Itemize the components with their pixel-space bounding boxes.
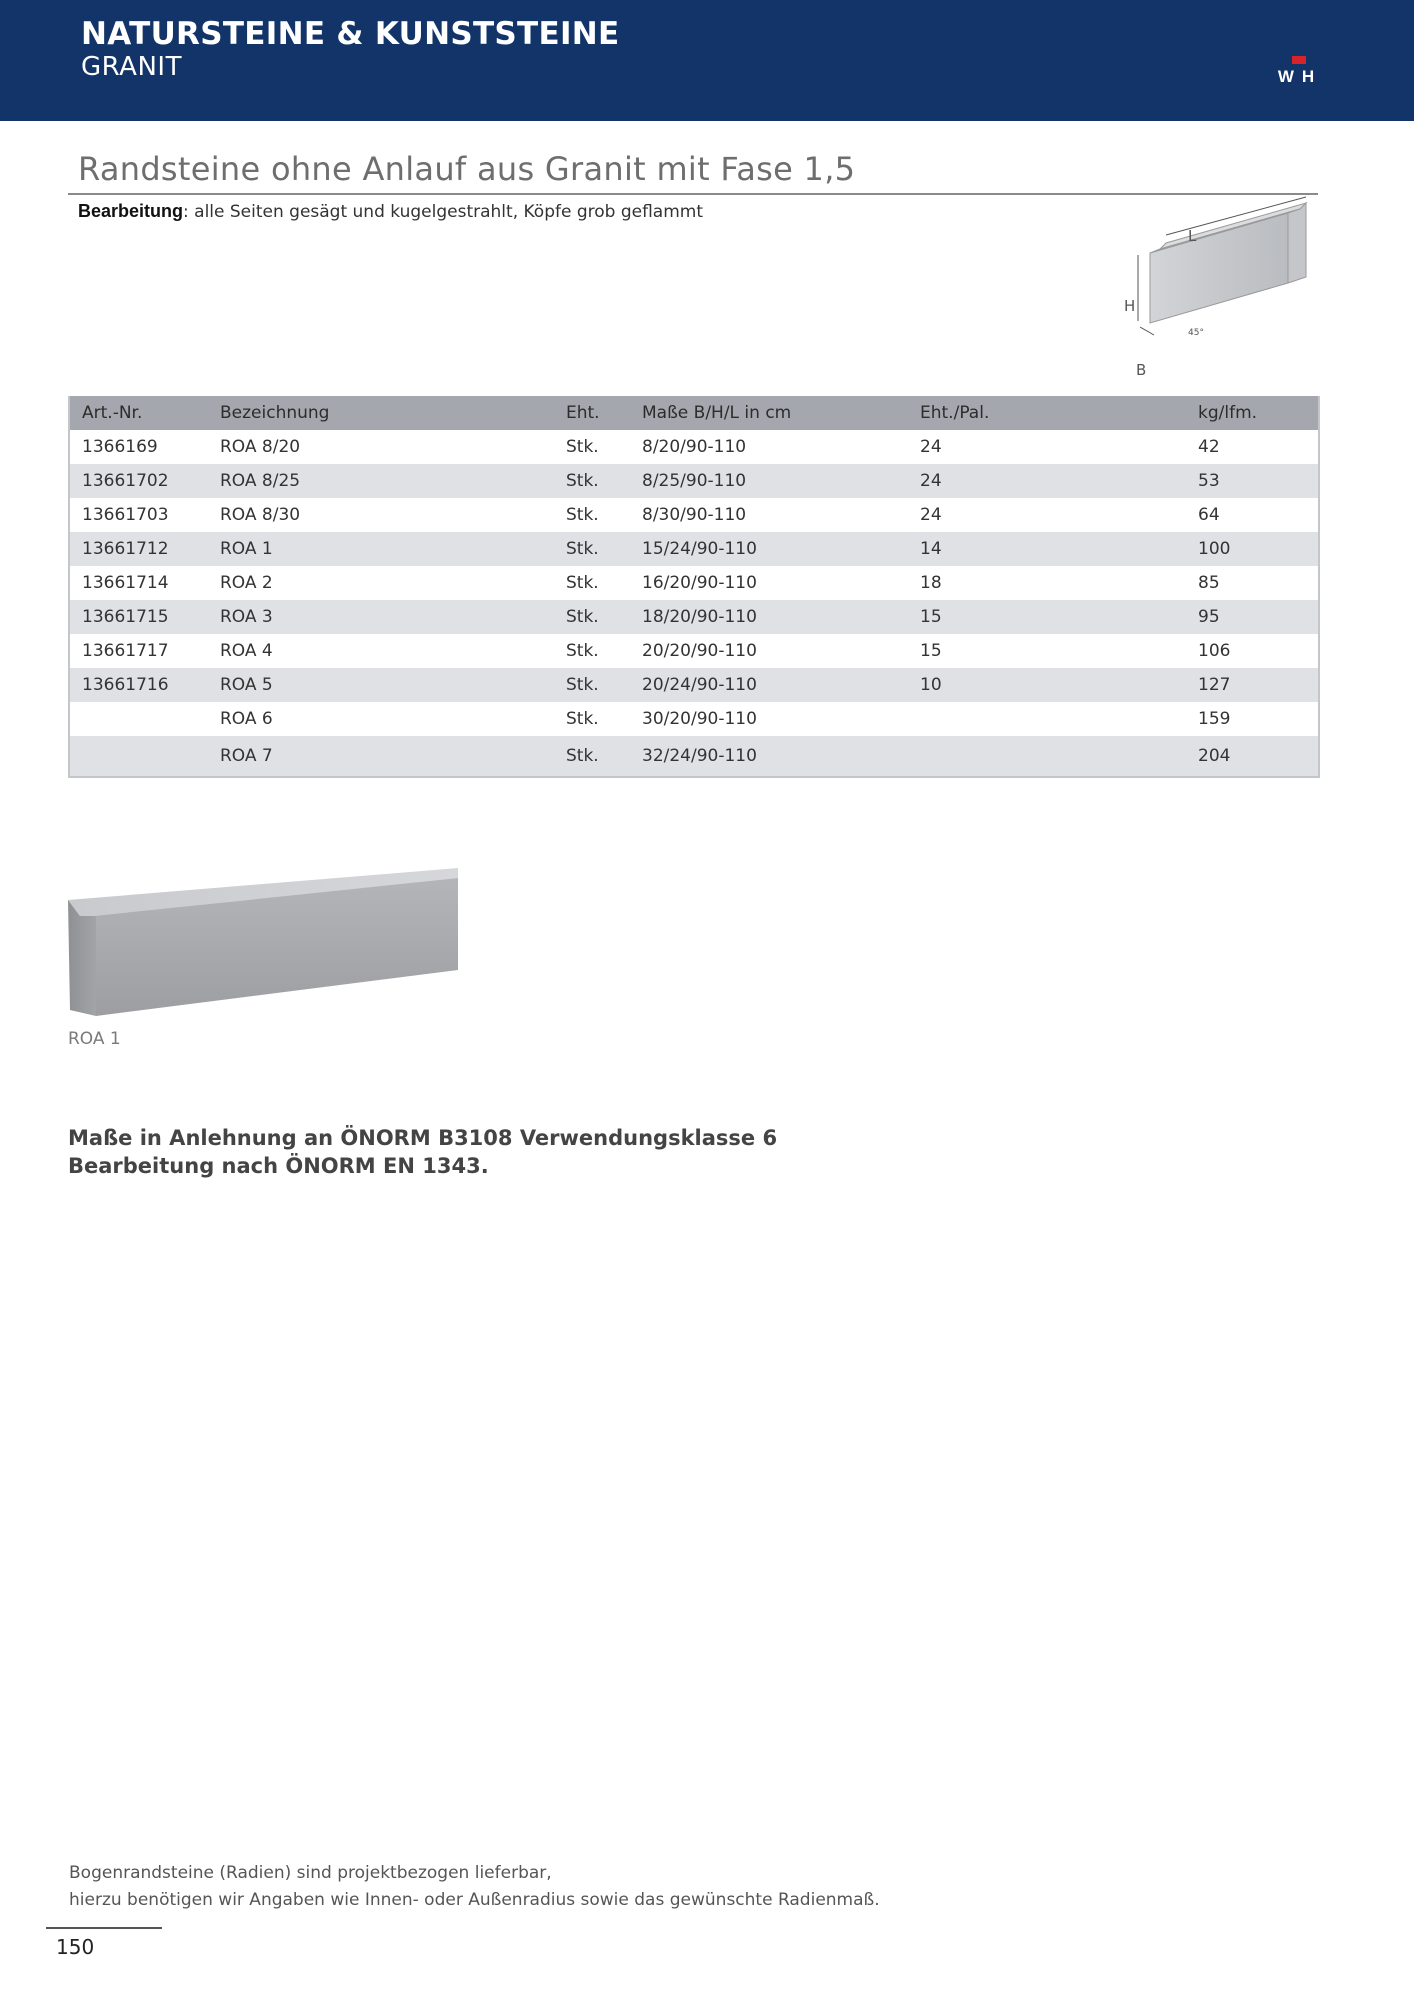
designation: ROA 8/30 <box>220 505 301 525</box>
designation: ROA 3 <box>220 607 273 627</box>
units-per-pallet: 24 <box>920 471 942 491</box>
dimensions: 15/24/90-110 <box>642 539 757 559</box>
unit: Stk. <box>566 505 599 525</box>
table-header-row <box>70 396 1318 430</box>
footer-note-line: hierzu benötigen wir Angaben wie Innen- oder Außenradius sowie das gewünschte Radienmaß. <box>69 1890 880 1910</box>
weight-per-meter: 159 <box>1198 709 1231 729</box>
dimensions: 20/20/90-110 <box>642 641 757 661</box>
column-header: Maße B/H/L in cm <box>642 403 792 423</box>
column-header: Art.-Nr. <box>82 403 143 423</box>
weight-per-meter: 64 <box>1198 505 1220 525</box>
designation: ROA 6 <box>220 709 273 729</box>
designation: ROA 8/20 <box>220 437 301 457</box>
logo-roof-mark <box>1292 56 1306 64</box>
company-logo <box>1270 54 1330 90</box>
logo-text: WH <box>1277 67 1323 86</box>
weight-per-meter: 100 <box>1198 539 1231 559</box>
designation: ROA 5 <box>220 675 273 695</box>
unit: Stk. <box>566 641 599 661</box>
table-row <box>70 702 1318 736</box>
dimensions: 20/24/90-110 <box>642 675 757 695</box>
unit: Stk. <box>566 746 599 766</box>
column-header: Eht. <box>566 403 600 423</box>
weight-per-meter: 42 <box>1198 437 1220 457</box>
norm-notes <box>68 1124 777 1180</box>
article-number: 13661702 <box>82 471 169 491</box>
section-title: Randsteine ohne Anlauf aus Granit mit Fase 1,5 <box>78 150 856 188</box>
units-per-pallet: 15 <box>920 641 942 661</box>
diagram-label-length: L <box>1188 227 1197 245</box>
designation: ROA 8/25 <box>220 471 301 491</box>
norm-note-line: Maße in Anlehnung an ÖNORM B3108 Verwendungsklasse 6 <box>68 1126 778 1150</box>
header-title: NATURSTEINE & KUNSTSTEINE <box>81 16 620 52</box>
designation: ROA 4 <box>220 641 273 661</box>
header-band <box>0 0 1414 121</box>
table-row <box>70 430 1318 464</box>
weight-per-meter: 85 <box>1198 573 1220 593</box>
unit: Stk. <box>566 573 599 593</box>
weight-per-meter: 204 <box>1198 746 1231 766</box>
diagram-label-width: B <box>1136 361 1147 379</box>
page-number: 150 <box>56 1935 95 1959</box>
dimensions: 8/25/90-110 <box>642 471 747 491</box>
unit: Stk. <box>566 437 599 457</box>
weight-per-meter: 106 <box>1198 641 1231 661</box>
article-number: 13661714 <box>82 573 169 593</box>
norm-note-line: Bearbeitung nach ÖNORM EN 1343. <box>68 1154 489 1178</box>
diagram-label-angle: 45° <box>1188 328 1204 338</box>
units-per-pallet: 15 <box>920 607 942 627</box>
table-row <box>70 600 1318 634</box>
units-per-pallet: 24 <box>920 505 942 525</box>
units-per-pallet: 14 <box>920 539 942 559</box>
units-per-pallet: 10 <box>920 675 942 695</box>
unit: Stk. <box>566 675 599 695</box>
table-row <box>70 498 1318 532</box>
product-photo-caption: ROA 1 <box>68 1029 121 1049</box>
curbstone-dimension-diagram <box>1110 195 1320 385</box>
designation: ROA 1 <box>220 539 273 559</box>
designation: ROA 2 <box>220 573 273 593</box>
unit: Stk. <box>566 709 599 729</box>
table-row <box>70 634 1318 668</box>
article-number: 13661712 <box>82 539 169 559</box>
table-row <box>70 668 1318 702</box>
article-number: 13661716 <box>82 675 169 695</box>
processing-text: : alle Seiten gesägt und kugelgestrahlt, Köpfe grob geflammt <box>183 202 704 222</box>
weight-per-meter: 127 <box>1198 675 1231 695</box>
diagram-side-face <box>1288 203 1306 283</box>
product-table <box>68 396 1320 778</box>
units-per-pallet: 18 <box>920 573 942 593</box>
processing-info <box>78 201 703 222</box>
units-per-pallet: 24 <box>920 437 942 457</box>
weight-per-meter: 53 <box>1198 471 1220 491</box>
stone-end <box>68 900 96 1016</box>
dimensions: 8/30/90-110 <box>642 505 747 525</box>
weight-per-meter: 95 <box>1198 607 1220 627</box>
dimensions: 32/24/90-110 <box>642 746 757 766</box>
article-number: 13661717 <box>82 641 169 661</box>
article-number: 13661703 <box>82 505 169 525</box>
footer-notes <box>69 1860 880 1914</box>
article-number: 1366169 <box>82 437 158 457</box>
product-photo-roa1 <box>66 862 466 1022</box>
dimensions: 18/20/90-110 <box>642 607 757 627</box>
header-subtitle: GRANIT <box>81 52 182 82</box>
processing-label: Bearbeitung <box>78 201 184 221</box>
table-row <box>70 464 1318 498</box>
column-header: Bezeichnung <box>220 403 330 423</box>
column-header: Eht./Pal. <box>920 403 990 423</box>
dimensions: 8/20/90-110 <box>642 437 747 457</box>
article-number: 13661715 <box>82 607 169 627</box>
unit: Stk. <box>566 607 599 627</box>
footer-note-line: Bogenrandsteine (Radien) sind projektbezogen lieferbar, <box>69 1863 552 1883</box>
column-header: kg/lfm. <box>1198 403 1258 423</box>
table-row <box>70 566 1318 600</box>
diagram-label-height: H <box>1124 297 1136 315</box>
table-row <box>70 532 1318 566</box>
diagram-width-line <box>1140 327 1154 335</box>
designation: ROA 7 <box>220 746 273 766</box>
unit: Stk. <box>566 539 599 559</box>
unit: Stk. <box>566 471 599 491</box>
table-row <box>70 736 1318 776</box>
dimensions: 30/20/90-110 <box>642 709 757 729</box>
dimensions: 16/20/90-110 <box>642 573 757 593</box>
footer-divider <box>46 1927 162 1929</box>
